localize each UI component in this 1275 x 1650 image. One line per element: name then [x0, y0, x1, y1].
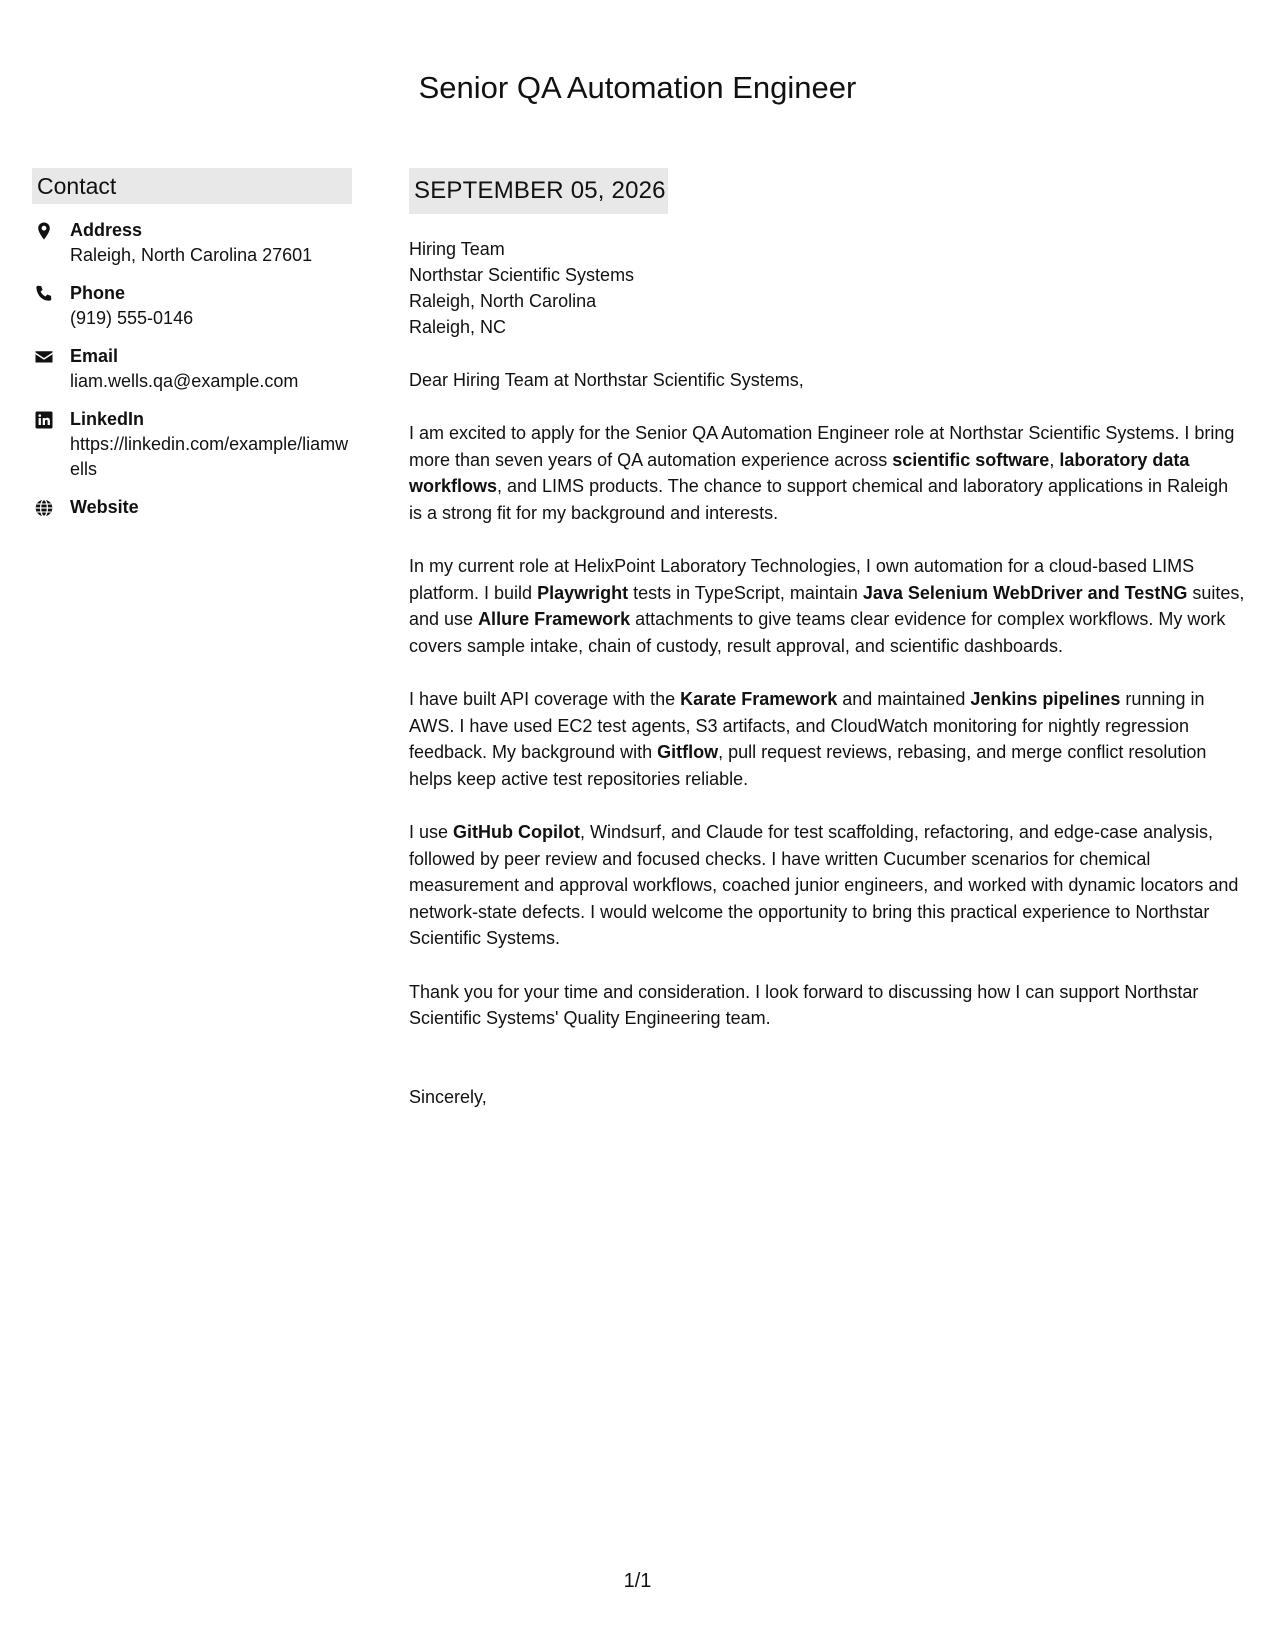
text-run: Thank you for your time and consideration. I look forward to discussing how I can support Northstar Scientific Systems' Quality Engineering team. — [409, 981, 1199, 1028]
bold-text: Playwright — [537, 582, 629, 603]
closing: Sincerely, — [409, 1086, 487, 1107]
text-run: I have built API coverage with the — [409, 689, 681, 709]
contact-label: LinkedIn — [70, 409, 145, 429]
contact-item-website — [32, 495, 352, 520]
contact-item-linkedin — [32, 407, 352, 482]
bold-text: scientific software — [892, 449, 1050, 470]
letter-paragraph — [409, 686, 1245, 792]
text-run: , — [1049, 449, 1060, 470]
letter-paragraph — [409, 819, 1245, 952]
contact-value[interactable]: https://linkedin.com/example/liamwells — [70, 434, 349, 479]
bold-text: Karate Framework — [680, 689, 838, 709]
contact-label[interactable]: Website — [70, 497, 139, 517]
contact-value: (919) 555-0146 — [70, 308, 194, 328]
recipient-line: Raleigh, North Carolina — [409, 291, 597, 311]
contact-item-email — [32, 344, 352, 394]
recipient-line: Northstar Scientific Systems — [409, 265, 635, 285]
letter-paragraphs — [409, 420, 1245, 1032]
text-run: I use — [409, 822, 454, 842]
bold-text: laboratory data workflows — [409, 449, 1190, 496]
recipient-block — [409, 236, 1245, 340]
bold-text: Jenkins pipelines — [970, 689, 1121, 709]
bold-text: Allure Framework — [478, 609, 631, 629]
text-run: I am excited to apply for the Senior QA Automation Engineer role at Northstar Scientific Systems. I bring more than seven years of QA automation experience across — [409, 423, 1235, 470]
bold-text: Java Selenium WebDriver and TestNG — [862, 582, 1188, 603]
letter-paragraph — [409, 979, 1245, 1032]
contact-heading: Contact — [32, 168, 352, 204]
map-pin-icon — [34, 221, 54, 241]
recipient-line: Raleigh, NC — [409, 317, 507, 337]
text-run: attachments to give teams clear evidence for complex workflows. My work covers sample intake, chain of custody, result approval, and scientific dashboards. — [409, 609, 1226, 656]
salutation: Dear Hiring Team at Northstar Scientific Systems, — [409, 370, 804, 390]
page-number: 1/1 — [623, 1570, 652, 1592]
letter-body — [409, 168, 1245, 1110]
text-run: , and LIMS products. The chance to support chemical and laboratory applications in Raleigh is a strong fit for my background and interests. — [409, 476, 1229, 523]
text-run: tests in TypeScript, maintain — [628, 582, 863, 603]
contact-item-phone — [32, 281, 352, 331]
bold-text: GitHub Copilot — [453, 822, 580, 842]
document-title: Senior QA Automation Engineer — [418, 70, 857, 105]
text-run: running in AWS. I have used EC2 test agents, S3 artifacts, and CloudWatch monitoring for nightly regression feedback. My background with — [409, 689, 1205, 762]
letter-paragraph — [409, 553, 1245, 659]
contact-item-address — [32, 218, 352, 268]
text-run: In my current role at HelixPoint Laboratory Technologies, I own automation for a cloud-based LIMS platform. I build — [409, 556, 1195, 603]
contact-sidebar — [32, 168, 352, 520]
text-run: suites, and use — [409, 582, 1245, 629]
bold-text: Gitflow — [657, 742, 719, 762]
contact-label: Email — [70, 346, 119, 366]
phone-icon — [34, 284, 54, 304]
contact-label: Phone — [70, 283, 126, 303]
letter-date: SEPTEMBER 05, 2026 — [409, 168, 668, 214]
contact-list — [32, 218, 352, 520]
text-run: , Windsurf, and Claude for test scaffolding, refactoring, and edge-case analysis, followed by peer review and focused checks. I have written Cucumber scenarios for chemical measurement and approval workflows, coached junior engineers, and worked with dynamic locators and network-state defects. I would welcome the opportunity to bring this practical experience to Northstar Scientific Systems. — [409, 822, 1239, 948]
text-run: , pull request reviews, rebasing, and merge conflict resolution helps keep active test repositories reliable. — [409, 742, 1207, 789]
text-run: and maintained — [837, 689, 971, 709]
letter-paragraph — [409, 420, 1245, 526]
contact-label: Address — [70, 220, 143, 240]
contact-value: Raleigh, North Carolina 27601 — [70, 245, 313, 265]
linkedin-icon — [34, 410, 54, 430]
contact-value[interactable]: liam.wells.qa@example.com — [70, 371, 299, 391]
globe-icon — [34, 498, 54, 518]
envelope-icon — [34, 347, 54, 367]
recipient-line: Hiring Team — [409, 239, 505, 259]
